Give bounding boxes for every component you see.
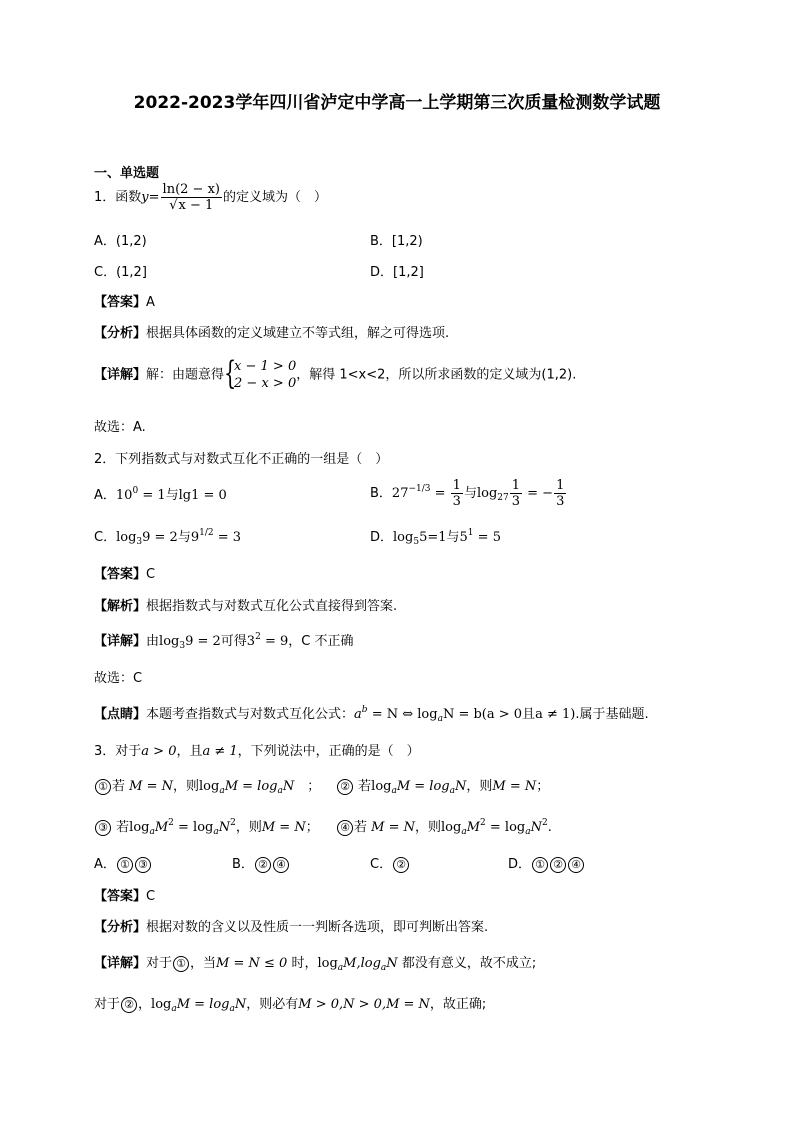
q2-b-frac2-den: 3 (511, 494, 521, 509)
s4-mid: ，则 (415, 820, 442, 835)
q1-inequality-system (224, 354, 297, 392)
q3-detail-tag: 【详解】 (94, 956, 147, 971)
circled-2-icon: ② (550, 857, 566, 873)
q1-denominator: √x − 1 (169, 198, 214, 213)
q2-c-logsub: 3 (136, 537, 143, 547)
s1-mid: ，则 (173, 779, 200, 794)
q2-a-m1: 10 (115, 488, 133, 503)
q3-stem-pre: 3．对于 (94, 744, 142, 759)
q1-eq: = (148, 190, 160, 205)
q2-c-label: C． (94, 530, 117, 545)
s4-m3: M (466, 820, 481, 835)
q2-note-m2sub: a (437, 714, 443, 724)
q1-stem (94, 182, 327, 213)
q2-detail-post: ，C 不正确 (288, 634, 354, 649)
q2-a-and: 与 (165, 488, 179, 503)
q1-stem-pre: 1．函数 (94, 190, 142, 205)
circled-1-icon: ① (95, 779, 111, 795)
s3-mid: ，则 (235, 820, 262, 835)
q3-analysis-text: 根据对数的含义以及性质一一判断各选项，即可判断出答案. (146, 920, 489, 935)
q2-d-m3: = 5 (473, 530, 501, 545)
q2-option-b (370, 478, 567, 509)
q2-analysis-text: 根据指数式与对数式互化公式直接得到答案. (146, 599, 398, 614)
q2-b-frac3 (554, 478, 566, 509)
s3-m3sub: a (213, 827, 219, 837)
d1-m2: log (317, 956, 338, 971)
q2-b-logsub: 27 (497, 493, 509, 503)
d1-m4: N (386, 956, 398, 971)
brace-glyph: { (224, 354, 237, 392)
q2-b-eq: = (430, 486, 450, 501)
q1-y: y (141, 190, 149, 205)
q2-d-logsub: 5 (413, 537, 420, 547)
q2-b-m1: 27 (391, 486, 409, 501)
q2-d-label: D． (370, 530, 394, 545)
q1-detail (94, 354, 577, 392)
circled-1-icon: ① (117, 857, 133, 873)
q2-note-and: 且 (522, 707, 536, 722)
q3-option-d (508, 853, 585, 873)
section-heading: 一、单选题 (94, 166, 160, 181)
q2-c-m3: = 3 (213, 530, 242, 545)
s4-pre: 若 (354, 820, 368, 835)
circled-3-icon: ③ (95, 820, 111, 836)
s3-msub: a (149, 827, 155, 837)
q1-analysis-text: 根据具体函数的定义域建立不等式组，解之可得选项. (146, 326, 450, 341)
s3-m2sup: 2 (168, 818, 174, 828)
circled-2-icon: ② (393, 857, 409, 873)
s1-pre: 若 (112, 779, 126, 794)
d2-post: ，故正确; (429, 997, 487, 1012)
circled-4-icon: ④ (273, 857, 289, 873)
q1-sqrt-body: x − 1 (178, 198, 214, 213)
q2-a-m3: lg1 = 0 (178, 488, 227, 503)
q1-choose: 故选：A. (94, 420, 146, 435)
q2-note-tag: 【点睛】 (94, 707, 147, 722)
s1-post: ； (307, 779, 321, 794)
q2-c-m: 9 = 2 (142, 530, 178, 545)
q2-answer-tag: 【答案】 (94, 567, 147, 582)
circled-4-icon: ④ (337, 820, 353, 836)
s2-pre: 若 (358, 779, 372, 794)
q3-detail-2 (94, 993, 486, 1014)
q2-note-m4: a ≠ 1) (535, 707, 576, 722)
d1-mid: ，当 (190, 956, 217, 971)
d1-m: M = N ≤ 0 (216, 956, 288, 971)
q2-b-frac1-den: 3 (452, 494, 461, 509)
s1-m2sub: a (219, 786, 225, 796)
q1-option-a: A．(1,2) (94, 234, 147, 249)
q2-b-frac3-den: 3 (556, 494, 565, 509)
q3-answer (94, 885, 155, 904)
circled-1-icon: ① (173, 956, 189, 972)
q3-answer-tag: 【答案】 (94, 889, 147, 904)
q2-a-m2: = 1 (138, 488, 166, 503)
s2-m: log (371, 779, 392, 794)
q3-stem-m2: a ≠ 1 (202, 744, 238, 759)
page-title: 2022-2023学年四川省泸定中学高一上学期第三次质量检测数学试题 (133, 93, 661, 113)
q3-stem (94, 740, 420, 759)
q3-stem-mid: ，且 (176, 744, 203, 759)
s4-m5sup: 2 (541, 818, 548, 828)
d1-pre: 对于 (146, 956, 173, 971)
s4-post: . (547, 820, 552, 835)
s1-m3: M = log (224, 779, 278, 794)
s3-post: ； (305, 820, 319, 835)
q3-c-label: C． (370, 857, 393, 872)
s2-mid: ，则 (466, 779, 493, 794)
q2-c-and: 与 (177, 530, 191, 545)
q2-choose: 故选：C (94, 671, 143, 686)
d1-post: 都没有意义，故不成立; (401, 956, 537, 971)
q2-b-frac1-num: 1 (452, 478, 461, 493)
q2-note-post: .属于基础题. (575, 707, 649, 722)
circled-2-icon: ② (337, 779, 353, 795)
q2-d-m: 5=1 (419, 530, 447, 545)
q2-d-and: 与 (446, 530, 460, 545)
q3-stem-m1: a > 0 (141, 744, 177, 759)
s4-m4: = log (485, 820, 526, 835)
q2-b-log: log (476, 486, 498, 501)
s2-m3: N (455, 779, 467, 794)
d2-m3: N (234, 997, 247, 1012)
q1-detail-tag: 【详解】 (94, 367, 147, 383)
q3-option-c (370, 853, 410, 873)
d1-m3: M,log (343, 956, 381, 971)
s3-m5: M = N (261, 820, 306, 835)
circled-3-icon: ③ (135, 857, 151, 873)
q3-b-label: B． (232, 857, 254, 872)
q2-b-frac1 (451, 478, 463, 509)
q2-analysis (94, 595, 397, 614)
q1-option-b: B．[1,2) (370, 234, 423, 249)
q2-b-frac2 (510, 478, 522, 509)
q2-d-log: log (393, 530, 414, 545)
q2-detail-mid: 可得 (220, 634, 247, 649)
q2-note-m2: = N ⇔ log (367, 707, 438, 722)
q2-detail-m3: = 9 (260, 634, 289, 649)
d2-m2: M = log (176, 997, 230, 1012)
s4-m4sub: a (525, 827, 531, 837)
q3-statement-1 (94, 775, 320, 796)
d2-m2sub: a (229, 1004, 235, 1014)
q1-option-d: D．[1,2] (370, 265, 424, 280)
q1-analysis (94, 322, 449, 341)
s2-m2sub: a (449, 786, 455, 796)
q3-option-a (94, 853, 152, 873)
s4-m3sup: 2 (480, 818, 486, 828)
s1-m: M = N (129, 779, 173, 794)
q3-answer-value: C (146, 889, 156, 904)
circled-4-icon: ④ (568, 857, 584, 873)
q3-statement-4 (336, 816, 552, 837)
q1-answer-value: A (146, 295, 155, 310)
q2-note (94, 703, 649, 724)
d1-mid2: 时， (291, 956, 318, 971)
q2-detail-logsub: 3 (179, 641, 186, 651)
circled-1-icon: ① (532, 857, 548, 873)
q2-note-m1: a (354, 707, 362, 722)
q2-b-frac2-num: 1 (511, 478, 521, 493)
s3-m3: = log (173, 820, 214, 835)
q2-detail-m2sup: 2 (255, 632, 261, 642)
q2-d-m2sup: 1 (467, 528, 474, 538)
q3-d-label: D． (508, 857, 532, 872)
q1-sys-row1: x − 1 > 0 (234, 359, 297, 374)
q3-statement-2 (336, 775, 549, 796)
q1-numerator: ln(2 − x) (162, 182, 220, 197)
q1-answer (94, 291, 155, 310)
q2-analysis-tag: 【解析】 (94, 599, 147, 614)
q1-detail-post: ，解得 1<x<2，所以所求函数的定义域为(1,2). (296, 367, 577, 383)
q3-option-b (232, 853, 290, 873)
d2-mid: ， (138, 997, 152, 1012)
q2-detail-pre: 由 (146, 634, 160, 649)
circled-2-icon: ② (255, 857, 271, 873)
q1-fraction (161, 182, 222, 213)
s3-pre: 若 (116, 820, 130, 835)
q3-detail-1 (94, 952, 536, 973)
q1-answer-tag: 【答案】 (94, 295, 147, 310)
s4-m: M = N (371, 820, 415, 835)
q2-b-m1sup: −1/3 (408, 484, 431, 494)
d2-mid2: ，则必有 (246, 997, 299, 1012)
q2-detail (94, 630, 353, 651)
q2-option-d (370, 526, 501, 547)
s4-m2sub: a (461, 827, 467, 837)
s1-m3sub: a (277, 786, 283, 796)
s2-msub: a (391, 786, 397, 796)
d1-m2sub: a (337, 963, 344, 973)
q2-answer (94, 563, 155, 582)
q2-option-c (94, 526, 241, 547)
q1-option-c: C．(1,2] (94, 265, 147, 280)
q2-b-eq2: = − (523, 486, 554, 501)
s3-m4sup: 2 (230, 818, 236, 828)
q1-detail-pre: 解：由题意得 (146, 367, 225, 383)
q2-a-m1sup: 0 (132, 486, 139, 496)
s2-m2: M = log (396, 779, 450, 794)
s3-m: log (129, 820, 150, 835)
q2-a-label: A． (94, 488, 116, 503)
q2-stem: 2．下列指数式与对数式互化不正确的一组是（ ） (94, 452, 389, 467)
d2-m: log (151, 997, 172, 1012)
s1-m2: log (199, 779, 220, 794)
s2-m4: M = N (492, 779, 537, 794)
q2-detail-m2: 3 (246, 634, 256, 649)
q2-b-and: 与 (463, 486, 477, 501)
d2-msub: a (171, 1004, 177, 1014)
s3-m4: N (218, 820, 231, 835)
s2-post: ； (536, 779, 550, 794)
q3-analysis (94, 916, 488, 935)
q2-answer-value: C (146, 567, 156, 582)
q1-stem-post: 的定义域为（ ） (222, 190, 327, 205)
q2-note-m3: N = b(a > 0 (442, 707, 523, 722)
d2-m4: M > 0,N > 0,M = N (298, 997, 430, 1012)
q3-analysis-tag: 【分析】 (94, 920, 147, 935)
s1-m4: N (282, 779, 295, 794)
q3-a-label: A． (94, 857, 116, 872)
s3-m2: M (154, 820, 169, 835)
d1-m3sub: a (380, 963, 387, 973)
circled-2-icon: ② (121, 997, 137, 1013)
q3-statement-3 (94, 816, 319, 837)
q2-detail-m: 9 = 2 (185, 634, 221, 649)
q1-sys-row2: 2 − x > 0 (234, 376, 297, 391)
d2-pre: 对于 (94, 997, 121, 1012)
q2-c-m2: 9 (190, 530, 200, 545)
q3-stem-post: ，下列说法中，正确的是（ ） (237, 744, 420, 759)
q2-c-log: log (116, 530, 137, 545)
q2-detail-log: log (159, 634, 180, 649)
q2-note-m1sup: b (361, 705, 368, 715)
q2-note-pre: 本题考查指数式与对数式互化公式： (146, 707, 355, 722)
q2-d-m2: 5 (459, 530, 468, 545)
q2-b-frac3-num: 1 (556, 478, 565, 493)
s4-m5: N (530, 820, 542, 835)
s4-m2: log (441, 820, 462, 835)
q1-analysis-tag: 【分析】 (94, 326, 147, 341)
q2-c-m2sup: 1/2 (199, 528, 214, 538)
q2-detail-tag: 【详解】 (94, 634, 147, 649)
q2-b-label: B． (370, 486, 392, 501)
q2-option-a (94, 484, 227, 503)
